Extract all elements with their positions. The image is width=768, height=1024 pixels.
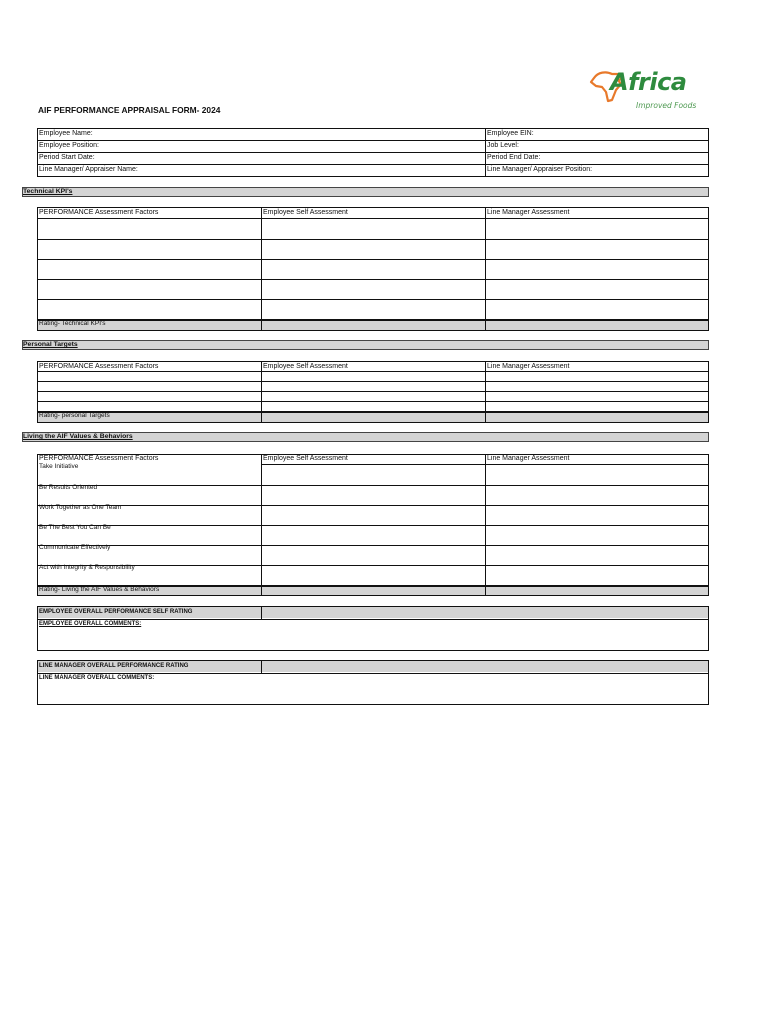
values-header-manager: Line Manager Assessment	[487, 455, 570, 462]
values-header-self: Employee Self Assessment	[263, 455, 348, 462]
technical-header-factors: PERFORMANCE Assessment Factors	[39, 209, 159, 216]
employee-ein-label: Employee EIN:	[487, 130, 534, 137]
company-logo	[588, 68, 700, 116]
employee-name-label: Employee Name:	[39, 130, 93, 137]
values-header-factors: PERFORMANCE Assessment Factors	[39, 455, 159, 462]
section-values-behaviors	[22, 432, 709, 442]
appraiser-position-label: Line Manager/ Appraiser Position:	[487, 166, 593, 173]
section-values-label: Living the AIF Values & Behaviors	[23, 433, 133, 440]
section-personal-label: Personal Targets	[23, 341, 78, 348]
value-item-results-oriented: Be Results Oriented	[39, 484, 98, 491]
job-level-label: Job Level:	[487, 142, 519, 149]
personal-header-self: Employee Self Assessment	[263, 363, 348, 370]
value-item-take-initiative: Take Initiative	[39, 463, 79, 470]
section-technical-label: Technical KPI's	[23, 188, 73, 195]
personal-header-factors: PERFORMANCE Assessment Factors	[39, 363, 159, 370]
values-rating-label: Rating- Living the AIF Values & Behaviors	[39, 586, 160, 593]
manager-comments-label: LINE MANAGER OVERALL COMMENTS:	[39, 675, 155, 681]
appraiser-name-label: Line Manager/ Appraiser Name:	[39, 166, 138, 173]
technical-header-manager: Line Manager Assessment	[487, 209, 570, 216]
value-item-best-you-can-be: Be The Best You Can Be	[39, 524, 111, 531]
value-item-integrity: Act with Integrity & Responsibility	[39, 564, 135, 571]
logo-brand-text: Africa	[610, 68, 687, 96]
value-item-one-team: Work Together as One Team	[39, 504, 122, 511]
period-end-label: Period End Date:	[487, 154, 541, 161]
employee-position-label: Employee Position:	[39, 142, 99, 149]
personal-header-manager: Line Manager Assessment	[487, 363, 570, 370]
employee-comments-label: EMPLOYEE OVERALL COMMENTS:	[39, 621, 142, 627]
technical-rating-label: Rating- Technical KPI's	[39, 320, 106, 327]
value-item-communicate: Communicate Effectively	[39, 544, 111, 551]
employee-self-rating-label: EMPLOYEE OVERALL PERFORMANCE SELF RATING	[39, 609, 193, 615]
period-start-label: Period Start Date:	[39, 154, 95, 161]
technical-header-self: Employee Self Assessment	[263, 209, 348, 216]
manager-rating-label: LINE MANAGER OVERALL PERFORMANCE RATING	[39, 663, 189, 669]
personal-rating-label: Rating- personal Targets	[39, 412, 110, 419]
logo-tagline: Improved Foods	[636, 101, 697, 110]
technical-kpi-table	[37, 207, 709, 331]
section-technical-kpis	[22, 187, 709, 197]
section-personal-targets	[22, 340, 709, 350]
form-title: AIF PERFORMANCE APPRAISAL FORM- 2024	[38, 105, 221, 115]
